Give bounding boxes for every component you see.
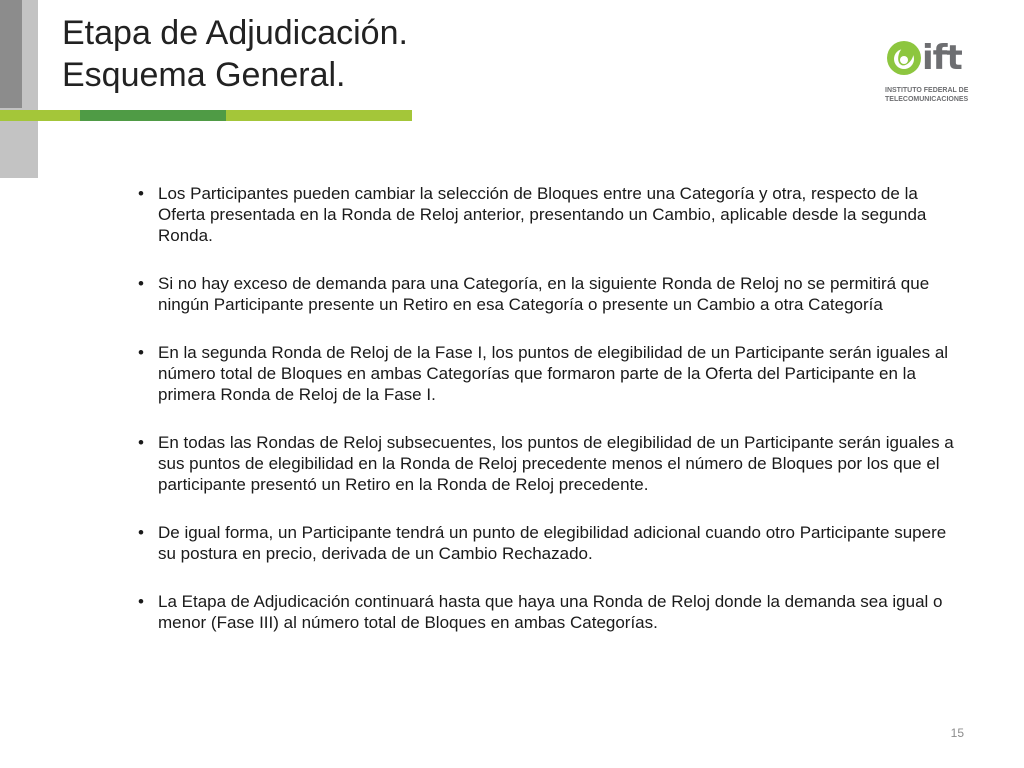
bullet-item: • Si no hay exceso de demanda para una Categoría, en la siguiente Ronda de Reloj no se permitirá que ningún Participante presente un Retiro en esa Categoría o presente un Cambio a otra Categoría — [136, 273, 966, 315]
slide-title-line-2: Esquema General. — [62, 56, 346, 94]
bullet-list — [136, 183, 966, 660]
side-accent-light — [22, 0, 38, 178]
slide-title-line-1: Etapa de Adjudicación. — [62, 14, 408, 52]
ift-logo — [884, 38, 984, 108]
ift-leaf-logo-icon — [884, 38, 924, 78]
bullet-item: • La Etapa de Adjudicación continuará hasta que haya una Ronda de Reloj donde la demanda sea igual o menor (Fase III) al número total de Bloques en ambas Categorías. — [136, 591, 966, 633]
title-stripe-dark — [80, 110, 226, 121]
bullet-item: • En todas las Rondas de Reloj subsecuentes, los puntos de elegibilidad de un Participante serán iguales a sus puntos de elegibilidad en la Ronda de Reloj precedente menos el número de Bloques por los que el participante presentó un Retiro en la Ronda de Reloj precedente. — [136, 432, 966, 495]
logo-wordmark: ift — [922, 38, 962, 78]
bullet-item: • En la segunda Ronda de Reloj de la Fase I, los puntos de elegibilidad de un Participante serán iguales al número total de Bloques en ambas Categorías que formaron parte de la Oferta del Participante en la primera Ronda de Reloj de la Fase I. — [136, 342, 966, 405]
slide-title — [62, 12, 408, 96]
title-stripe-light-right — [226, 110, 412, 121]
title-stripe-light-left — [0, 110, 80, 121]
logo-subtitle-line-2: TELECOMUNICACIONES — [885, 96, 969, 103]
side-accent-dark — [0, 0, 22, 108]
logo-subtitle-line-1: INSTITUTO FEDERAL DE — [885, 87, 969, 94]
bullet-item: • Los Participantes pueden cambiar la selección de Bloques entre una Categoría y otra, respecto de la Oferta presentada en la Ronda de Reloj anterior, presentando un Cambio, aplicable desde la segunda Ronda. — [136, 183, 966, 246]
logo-subtitle — [885, 86, 968, 104]
page-number: 15 — [950, 726, 964, 740]
bullet-item: • De igual forma, un Participante tendrá un punto de elegibilidad adicional cuando otro Participante supere su postura en precio, derivada de un Cambio Rechazado. — [136, 522, 966, 564]
